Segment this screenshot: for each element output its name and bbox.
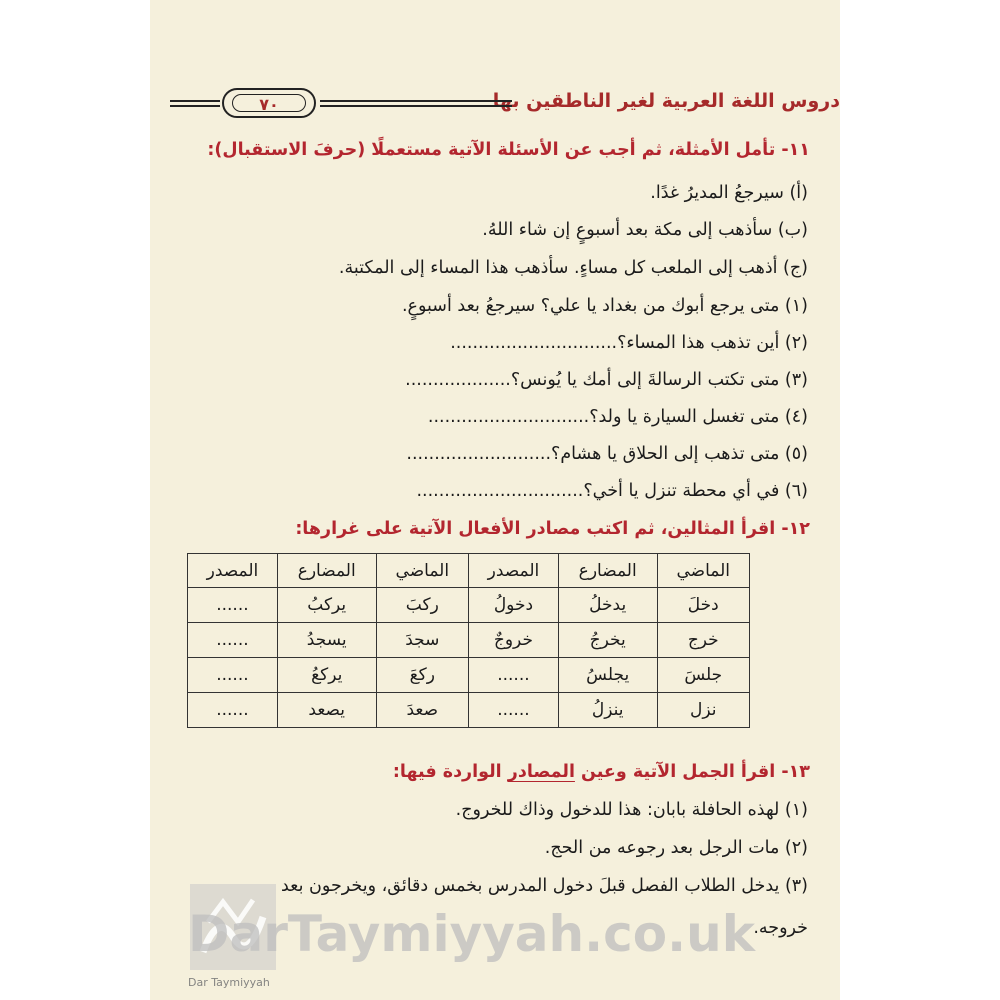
- watermark-caption: Dar Taymiyyah: [188, 976, 270, 989]
- table-cell: خروجٌ: [469, 623, 559, 658]
- table-cell: يركعُ: [277, 658, 376, 693]
- table-cell: ركعَ: [376, 658, 468, 693]
- table-cell: يصعد: [277, 693, 376, 728]
- table-cell: يركبُ: [277, 588, 376, 623]
- exercise-11-heading: ١١- تأمل الأمثلة، ثم أجب عن الأسئلة الآتية مستعملًا (حرفَ الاستقبال):: [207, 140, 810, 160]
- question-2: (٢) أين تذهب هذا المساء؟..............................: [450, 333, 808, 353]
- table-cell: ......: [469, 693, 559, 728]
- table-cell: ......: [188, 693, 278, 728]
- col-header-present-2: المضارع: [277, 554, 376, 588]
- sentence-3-continued: خروجه.: [753, 918, 808, 938]
- col-header-masdar-2: المصدر: [188, 554, 278, 588]
- table-cell: دخلَ: [657, 588, 749, 623]
- col-header-present-1: المضارع: [558, 554, 657, 588]
- page-number-frame: [222, 88, 316, 118]
- col-header-past-2: الماضي: [376, 554, 468, 588]
- page-number: ٧٠: [232, 94, 306, 112]
- table-cell: دخولُ: [469, 588, 559, 623]
- col-header-past-1: الماضي: [657, 554, 749, 588]
- table-cell: خرج: [657, 623, 749, 658]
- table-cell: ينزلُ: [558, 693, 657, 728]
- table-cell: يسجدُ: [277, 623, 376, 658]
- sentence-2: (٢) مات الرجل بعد رجوعه من الحج.: [544, 838, 808, 858]
- exercise-13-heading-start: ١٣- اقرأ الجمل الآتية وعين: [574, 762, 810, 782]
- page-header: [170, 88, 840, 120]
- col-header-masdar-1: المصدر: [469, 554, 559, 588]
- exercise-13-heading: [170, 762, 810, 782]
- table-cell: ......: [469, 658, 559, 693]
- table-cell: جلسَ: [657, 658, 749, 693]
- book-title: دروس اللغة العربية لغير الناطقين بها: [492, 90, 840, 112]
- exercise-12-heading: ١٢- اقرأ المثالين، ثم اكتب مصادر الأفعال الآتية على غرارها:: [295, 519, 810, 539]
- question-6: (٦) في أي محطة تنزل يا أخي؟..............................: [416, 481, 808, 501]
- question-3: (٣) متى تكتب الرسالةَ إلى أمك يا يُونس؟...................: [405, 370, 808, 390]
- table-cell: نزل: [657, 693, 749, 728]
- table-cell: يدخلُ: [558, 588, 657, 623]
- table-cell: يجلسُ: [558, 658, 657, 693]
- table-row: [188, 588, 750, 623]
- table-cell: صعدَ: [376, 693, 468, 728]
- question-4: (٤) متى تغسل السيارة يا ولد؟.............................: [427, 407, 808, 427]
- exercise-13-heading-keyword: المصادر: [507, 762, 575, 782]
- table-cell: يخرجُ: [558, 623, 657, 658]
- table-row: [188, 623, 750, 658]
- table-cell: ركبَ: [376, 588, 468, 623]
- sentence-1: (١) لهذه الحافلة بابان: هذا للدخول وذاك للخروج.: [455, 800, 808, 820]
- verb-forms-table: [187, 553, 750, 728]
- header-rule-left: [170, 100, 220, 107]
- watermark-text: DarTaymiyyah.co.uk: [188, 905, 755, 963]
- table-cell: ......: [188, 588, 278, 623]
- sentence-3: (٣) يدخل الطلاب الفصل قبلَ دخول المدرس بخمس دقائق، ويخرجون بعد: [280, 876, 808, 896]
- table-header-row: [188, 554, 750, 588]
- table-cell: ......: [188, 658, 278, 693]
- exercise-13-heading-end: الواردة فيها:: [392, 762, 508, 782]
- question-1: (١) متى يرجع أبوك من بغداد يا علي؟ سيرجعُ بعد أسبوعٍ.: [401, 296, 808, 316]
- header-rule-right: [320, 100, 512, 107]
- example-b: (ب) سأذهب إلى مكة بعد أسبوعٍ إن شاء اللهُ.: [482, 220, 808, 240]
- table-cell: سجدَ: [376, 623, 468, 658]
- example-c: (ج) أذهب إلى الملعب كل مساءٍ. سأذهب هذا المساء إلى المكتبة.: [338, 258, 808, 278]
- question-5: (٥) متى تذهب إلى الحلاق يا هشام؟..........................: [406, 444, 808, 464]
- table-row: [188, 658, 750, 693]
- example-a: (أ) سيرجعُ المديرُ غدًا.: [650, 183, 808, 203]
- table-cell: ......: [188, 623, 278, 658]
- book-page: [150, 0, 840, 1000]
- table-row: [188, 693, 750, 728]
